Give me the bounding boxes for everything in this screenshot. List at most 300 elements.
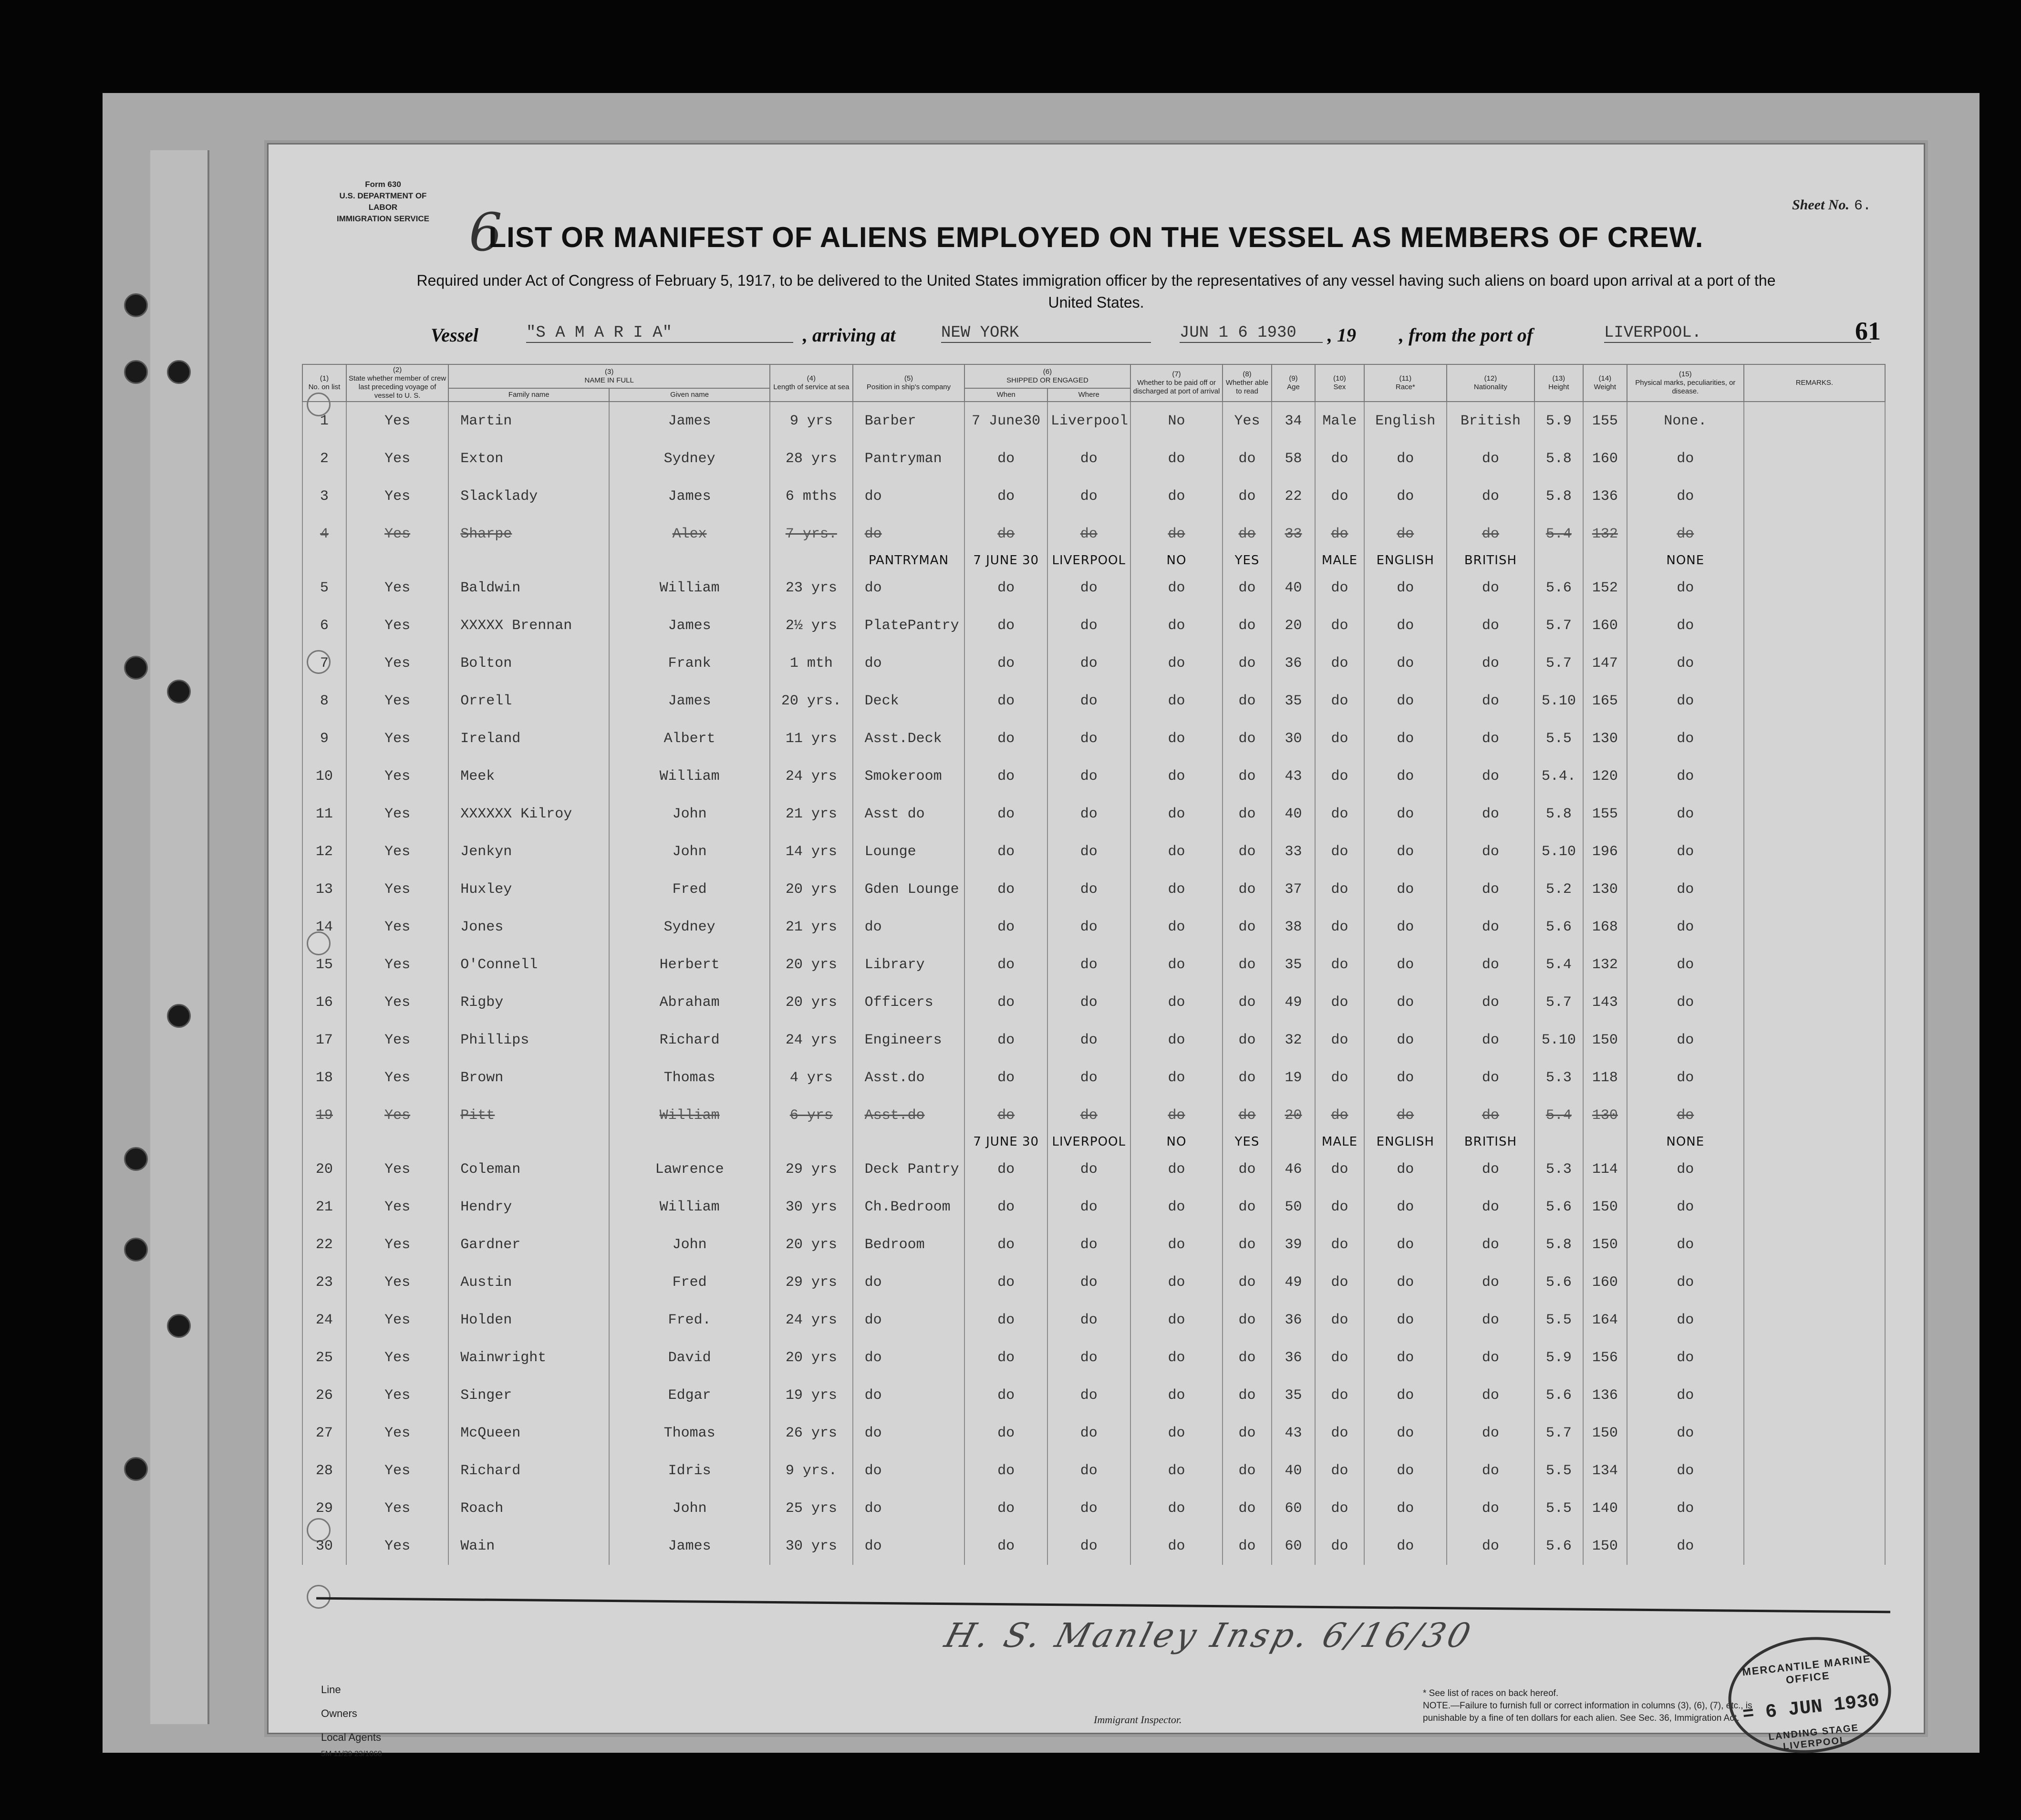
cell-no: 14	[302, 908, 346, 946]
handwritten-when: 7 JUNE 30	[973, 1135, 1039, 1149]
cell-no: 3	[302, 477, 346, 515]
cell-age: 20	[1272, 607, 1316, 644]
cell-weight: 150	[1583, 1188, 1627, 1226]
cell-read: do	[1223, 569, 1271, 607]
cell-sex: do	[1315, 1226, 1364, 1263]
cell-family: XXXXXX Kilroy	[448, 795, 609, 833]
cell-paid: do	[1130, 870, 1223, 908]
cell-where: do	[1047, 833, 1130, 870]
table-row	[302, 795, 1885, 833]
cell-given: James	[609, 477, 770, 515]
cell-read: do	[1223, 983, 1271, 1021]
col-header-where: Where	[1047, 388, 1130, 402]
cell-where: do	[1047, 569, 1130, 607]
cell-paid: do	[1130, 908, 1223, 946]
cell-read: do	[1223, 1452, 1271, 1489]
cell-nat: do	[1447, 908, 1534, 946]
cell-age: 40	[1272, 795, 1316, 833]
cell-when: do	[964, 1150, 1047, 1188]
cell-marks: do	[1627, 1414, 1744, 1452]
cell-service: 14 yrs	[770, 833, 853, 870]
cell-marks: do	[1627, 983, 1744, 1021]
cell-no: 8	[302, 682, 346, 720]
cell-family: Brown	[448, 1059, 609, 1096]
cell-remarks	[1744, 1452, 1885, 1489]
cell-remarks	[1744, 682, 1885, 720]
cell-read: do	[1223, 1150, 1271, 1188]
binder-hole	[124, 1457, 148, 1481]
handwritten-paid: NO	[1166, 553, 1187, 568]
cell-no: 29	[302, 1489, 346, 1527]
cell-position: do	[853, 1414, 965, 1452]
manifest-table-wrapper	[302, 364, 1886, 1642]
cell-sex: do	[1315, 1376, 1364, 1414]
cell-race: do	[1364, 870, 1447, 908]
cell-given: Frank	[609, 644, 770, 682]
cell-height: 5.3	[1534, 1059, 1583, 1096]
cell-weight: 152	[1583, 569, 1627, 607]
cell-height: 5.7	[1534, 983, 1583, 1021]
cell-read: do	[1223, 1096, 1271, 1134]
cell-age: 20	[1272, 1096, 1316, 1134]
cell-nat: do	[1447, 1489, 1534, 1527]
footnote-penalty: NOTE.—Failure to furnish full or correct information in columns (3), (6), (7), etc., is punishable by a fine of ten dollars for each alien. See Sec. 36, Immigration Act.	[1423, 1701, 1752, 1723]
cell-race: do	[1364, 477, 1447, 515]
cell-no: 25	[302, 1339, 346, 1376]
cell-position: Engineers	[853, 1021, 965, 1059]
cell-where: do	[1047, 1414, 1130, 1452]
table-row	[302, 402, 1885, 440]
cell-weight: 143	[1583, 983, 1627, 1021]
cell-sex: do	[1315, 1096, 1364, 1134]
table-row	[302, 946, 1885, 983]
crew-manifest-table	[302, 364, 1886, 1565]
binder-hole	[124, 293, 148, 317]
vessel-line	[431, 324, 1881, 352]
cell-given: James	[609, 1527, 770, 1565]
cell-service: 25 yrs	[770, 1489, 853, 1527]
cell-prev: Yes	[346, 1059, 448, 1096]
cell-when: do	[964, 569, 1047, 607]
cell-position: do	[853, 1339, 965, 1376]
cell-no: 22	[302, 1226, 346, 1263]
cell-race: do	[1364, 795, 1447, 833]
cell-race: do	[1364, 1489, 1447, 1527]
cell-given: John	[609, 1489, 770, 1527]
cell-race: do	[1364, 1096, 1447, 1134]
cell-given: Lawrence	[609, 1150, 770, 1188]
from-label: , from the port of	[1399, 324, 1534, 346]
cell-nat: do	[1447, 682, 1534, 720]
cell-paid: do	[1130, 569, 1223, 607]
cell-read: do	[1223, 477, 1271, 515]
cell-where: do	[1047, 1339, 1130, 1376]
cell-position: Officers	[853, 983, 965, 1021]
cell-sex: do	[1315, 983, 1364, 1021]
cell-sex: do	[1315, 908, 1364, 946]
cell-weight: 136	[1583, 1376, 1627, 1414]
cell-sex: do	[1315, 1263, 1364, 1301]
cell-when: do	[964, 1301, 1047, 1339]
footer-line: Line	[321, 1684, 341, 1696]
cell-prev: Yes	[346, 1096, 448, 1134]
cell-no: 4	[302, 515, 346, 553]
cell-when: do	[964, 682, 1047, 720]
cell-given: Thomas	[609, 1059, 770, 1096]
cell-given: Abraham	[609, 983, 770, 1021]
col-header-height: (13) Height	[1534, 364, 1583, 402]
cell-where: do	[1047, 1376, 1130, 1414]
cell-prev: Yes	[346, 1021, 448, 1059]
cell-prev: Yes	[346, 1376, 448, 1414]
handwritten-sex: MALE	[1321, 1135, 1358, 1149]
cell-remarks	[1744, 795, 1885, 833]
col-header-family-name: Family name	[448, 388, 609, 402]
cell-nat: do	[1447, 1301, 1534, 1339]
cell-given: Sydney	[609, 440, 770, 477]
cell-paid: do	[1130, 1414, 1223, 1452]
cell-no: 26	[302, 1376, 346, 1414]
cell-where: do	[1047, 644, 1130, 682]
cell-height: 5.6	[1534, 1376, 1583, 1414]
form-header	[326, 179, 440, 225]
cell-height: 5.10	[1534, 682, 1583, 720]
cell-read: do	[1223, 720, 1271, 757]
cell-no: 24	[302, 1301, 346, 1339]
cell-marks: do	[1627, 1188, 1744, 1226]
cell-sex: do	[1315, 1452, 1364, 1489]
cell-position: Asst.Deck	[853, 720, 965, 757]
cell-sex: do	[1315, 569, 1364, 607]
cell-weight: 130	[1583, 870, 1627, 908]
cell-sex: Male	[1315, 402, 1364, 440]
cell-sex: do	[1315, 607, 1364, 644]
cell-given: William	[609, 569, 770, 607]
cell-height: 5.6	[1534, 1527, 1583, 1565]
cell-remarks	[1744, 1489, 1885, 1527]
cell-marks: do	[1627, 682, 1744, 720]
handwritten-nat: BRITISH	[1464, 1135, 1517, 1149]
cell-marks: do	[1627, 1150, 1744, 1188]
cell-paid: do	[1130, 607, 1223, 644]
cell-weight: 155	[1583, 402, 1627, 440]
cell-nat: do	[1447, 644, 1534, 682]
cell-race: English	[1364, 402, 1447, 440]
cell-weight: 150	[1583, 1527, 1627, 1565]
cell-race: do	[1364, 1150, 1447, 1188]
cell-service: 19 yrs	[770, 1376, 853, 1414]
cell-paid: do	[1130, 1021, 1223, 1059]
cell-position: Bedroom	[853, 1226, 965, 1263]
cell-height: 5.6	[1534, 1188, 1583, 1226]
cell-paid: No	[1130, 402, 1223, 440]
cell-height: 5.2	[1534, 870, 1583, 908]
cell-prev: Yes	[346, 983, 448, 1021]
cell-position: Pantryman	[853, 440, 965, 477]
cell-age: 40	[1272, 569, 1316, 607]
cell-remarks	[1744, 1339, 1885, 1376]
cell-prev: Yes	[346, 682, 448, 720]
cell-family: Orrell	[448, 682, 609, 720]
handwritten-when: 7 JUNE 30	[973, 553, 1039, 568]
cell-height: 5.8	[1534, 1226, 1583, 1263]
cell-marks: do	[1627, 908, 1744, 946]
col-header-name: (3) NAME IN FULL	[448, 364, 770, 388]
cell-height: 5.9	[1534, 402, 1583, 440]
cell-where: do	[1047, 1452, 1130, 1489]
cell-no: 20	[302, 1150, 346, 1188]
table-row	[302, 1226, 1885, 1263]
cell-family: Pitt	[448, 1096, 609, 1134]
col-header-weight: (14) Weight	[1583, 364, 1627, 402]
cell-service: 4 yrs	[770, 1059, 853, 1096]
cell-paid: do	[1130, 1263, 1223, 1301]
cell-where: do	[1047, 1527, 1130, 1565]
cell-sex: do	[1315, 720, 1364, 757]
cell-position: Asst.do	[853, 1059, 965, 1096]
col-header-age: (9) Age	[1272, 364, 1316, 402]
cell-weight: 136	[1583, 477, 1627, 515]
stamp-date: = 6 JUN 1930	[1741, 1690, 1881, 1726]
cell-age: 35	[1272, 682, 1316, 720]
cell-family: Sharpe	[448, 515, 609, 553]
table-row	[302, 682, 1885, 720]
cell-marks: do	[1627, 1339, 1744, 1376]
cell-remarks	[1744, 757, 1885, 795]
cell-no: 17	[302, 1021, 346, 1059]
cell-race: do	[1364, 1414, 1447, 1452]
cell-service: 24 yrs	[770, 1021, 853, 1059]
cell-no: 2	[302, 440, 346, 477]
handwritten-read: YES	[1234, 1135, 1260, 1149]
cell-prev: Yes	[346, 1150, 448, 1188]
cell-nat: do	[1447, 607, 1534, 644]
cell-remarks	[1744, 1096, 1885, 1134]
cell-read: do	[1223, 607, 1271, 644]
cell-no: 23	[302, 1263, 346, 1301]
cell-age: 33	[1272, 833, 1316, 870]
binder-hole	[167, 360, 191, 384]
cell-service: 30 yrs	[770, 1527, 853, 1565]
cell-where: do	[1047, 1188, 1130, 1226]
cell-remarks	[1744, 477, 1885, 515]
cell-family: Wain	[448, 1527, 609, 1565]
cell-weight: 160	[1583, 607, 1627, 644]
cell-family: Coleman	[448, 1150, 609, 1188]
cell-given: Fred	[609, 1263, 770, 1301]
cell-height: 5.10	[1534, 833, 1583, 870]
cell-marks: do	[1627, 477, 1744, 515]
handwritten-sheet-number: 6	[469, 202, 502, 263]
cell-nat: do	[1447, 795, 1534, 833]
cell-where: do	[1047, 983, 1130, 1021]
cell-nat: do	[1447, 1150, 1534, 1188]
cell-remarks	[1744, 983, 1885, 1021]
handwritten-position: PANTRYMAN	[868, 553, 949, 568]
cell-nat: do	[1447, 1226, 1534, 1263]
binder-hole	[124, 656, 148, 680]
cell-marks: do	[1627, 870, 1744, 908]
cell-remarks	[1744, 402, 1885, 440]
department-name: U.S. DEPARTMENT OF LABOR	[339, 191, 427, 212]
cell-sex: do	[1315, 946, 1364, 983]
cell-remarks	[1744, 607, 1885, 644]
cell-nat: do	[1447, 1021, 1534, 1059]
cell-no: 6	[302, 607, 346, 644]
cell-age: 30	[1272, 720, 1316, 757]
cell-age: 37	[1272, 870, 1316, 908]
cell-paid: do	[1130, 644, 1223, 682]
cell-given: Sydney	[609, 908, 770, 946]
cell-height: 5.6	[1534, 569, 1583, 607]
cell-when: do	[964, 515, 1047, 553]
cell-remarks	[1744, 1527, 1885, 1565]
cell-nat: do	[1447, 1188, 1534, 1226]
cell-race: do	[1364, 720, 1447, 757]
cell-race: do	[1364, 1527, 1447, 1565]
cell-prev: Yes	[346, 1339, 448, 1376]
cell-service: 6 mths	[770, 477, 853, 515]
cell-age: 19	[1272, 1059, 1316, 1096]
cell-no: 10	[302, 757, 346, 795]
cell-remarks	[1744, 1376, 1885, 1414]
cell-weight: 160	[1583, 1263, 1627, 1301]
cell-nat: do	[1447, 757, 1534, 795]
cell-paid: do	[1130, 1489, 1223, 1527]
col-header-race: (11) Race*	[1364, 364, 1447, 402]
inspector-signature: H. S. Manley Insp. 6/16/30	[941, 1616, 1478, 1655]
cell-age: 39	[1272, 1226, 1316, 1263]
table-row	[302, 1263, 1885, 1301]
cell-weight: 140	[1583, 1489, 1627, 1527]
cell-where: do	[1047, 757, 1130, 795]
cell-marks: do	[1627, 1376, 1744, 1414]
cell-marks: do	[1627, 1452, 1744, 1489]
cell-marks: do	[1627, 440, 1744, 477]
handwritten-annotation-row	[302, 553, 1885, 569]
cell-remarks	[1744, 644, 1885, 682]
cell-no: 1	[302, 402, 346, 440]
cell-height: 5.10	[1534, 1021, 1583, 1059]
binder-hole	[124, 1147, 148, 1171]
cell-where: do	[1047, 682, 1130, 720]
cell-paid: do	[1130, 1527, 1223, 1565]
cell-height: 5.4	[1534, 515, 1583, 553]
cell-nat: do	[1447, 477, 1534, 515]
cell-when: do	[964, 1226, 1047, 1263]
cell-position: Smokeroom	[853, 757, 965, 795]
cell-weight: 155	[1583, 795, 1627, 833]
cell-prev: Yes	[346, 795, 448, 833]
cell-when: do	[964, 1527, 1047, 1565]
table-row	[302, 515, 1885, 553]
cell-where: do	[1047, 477, 1130, 515]
cell-prev: Yes	[346, 908, 448, 946]
cell-family: XXXXX Brennan	[448, 607, 609, 644]
cell-service: 24 yrs	[770, 757, 853, 795]
cell-sex: do	[1315, 1301, 1364, 1339]
cell-paid: do	[1130, 1059, 1223, 1096]
cell-weight: 132	[1583, 946, 1627, 983]
cell-age: 32	[1272, 1021, 1316, 1059]
table-row	[302, 440, 1885, 477]
cell-race: do	[1364, 946, 1447, 983]
cell-race: do	[1364, 1226, 1447, 1263]
cell-service: 7 yrs.	[770, 515, 853, 553]
cell-paid: do	[1130, 1226, 1223, 1263]
cell-read: do	[1223, 1376, 1271, 1414]
cell-sex: do	[1315, 833, 1364, 870]
cell-remarks	[1744, 833, 1885, 870]
cell-sex: do	[1315, 440, 1364, 477]
col-header-read: (8) Whether able to read	[1223, 364, 1271, 402]
col-header-given-name: Given name	[609, 388, 770, 402]
cell-where: do	[1047, 1226, 1130, 1263]
cell-family: Gardner	[448, 1226, 609, 1263]
col-header-paid-off: (7) Whether to be paid off or discharged at port of arrival	[1130, 364, 1223, 402]
cell-remarks	[1744, 1188, 1885, 1226]
cell-paid: do	[1130, 833, 1223, 870]
cell-height: 5.5	[1534, 1301, 1583, 1339]
cell-remarks	[1744, 720, 1885, 757]
cell-weight: 147	[1583, 644, 1627, 682]
cell-read: do	[1223, 870, 1271, 908]
cell-race: do	[1364, 1452, 1447, 1489]
cell-marks: do	[1627, 515, 1744, 553]
cell-position: do	[853, 1489, 965, 1527]
cell-age: 60	[1272, 1489, 1316, 1527]
cell-read: do	[1223, 795, 1271, 833]
cell-prev: Yes	[346, 833, 448, 870]
cell-prev: Yes	[346, 1489, 448, 1527]
cell-service: 1 mth	[770, 644, 853, 682]
cell-weight: 150	[1583, 1414, 1627, 1452]
cell-no: 12	[302, 833, 346, 870]
col-header-position: (5) Position in ship's company	[853, 364, 965, 402]
footer-fields	[321, 1678, 382, 1759]
cell-position: do	[853, 644, 965, 682]
cell-remarks	[1744, 440, 1885, 477]
cell-paid: do	[1130, 682, 1223, 720]
cell-prev: Yes	[346, 1414, 448, 1452]
col-header-sex: (10) Sex	[1315, 364, 1364, 402]
cell-weight: 130	[1583, 1096, 1627, 1134]
cell-weight: 130	[1583, 720, 1627, 757]
cell-sex: do	[1315, 795, 1364, 833]
cell-where: do	[1047, 1489, 1130, 1527]
cell-service: 23 yrs	[770, 569, 853, 607]
cell-marks: do	[1627, 1489, 1744, 1527]
cell-given: Idris	[609, 1452, 770, 1489]
cell-prev: Yes	[346, 1226, 448, 1263]
cell-nat: do	[1447, 720, 1534, 757]
handwritten-marks: NONE	[1666, 553, 1705, 568]
cell-position: do	[853, 477, 965, 515]
cell-position: Library	[853, 946, 965, 983]
cell-height: 5.5	[1534, 1489, 1583, 1527]
cell-prev: Yes	[346, 720, 448, 757]
cell-read: do	[1223, 1226, 1271, 1263]
cell-prev: Yes	[346, 1188, 448, 1226]
table-row	[302, 757, 1885, 795]
cell-prev: Yes	[346, 1263, 448, 1301]
cell-where: do	[1047, 720, 1130, 757]
cell-no: 27	[302, 1414, 346, 1452]
stamp-bottom: LANDING STAGE LIVERPOOL	[1768, 1722, 1859, 1752]
cell-where: do	[1047, 1059, 1130, 1096]
sheet-number	[1792, 197, 1871, 214]
table-row	[302, 607, 1885, 644]
